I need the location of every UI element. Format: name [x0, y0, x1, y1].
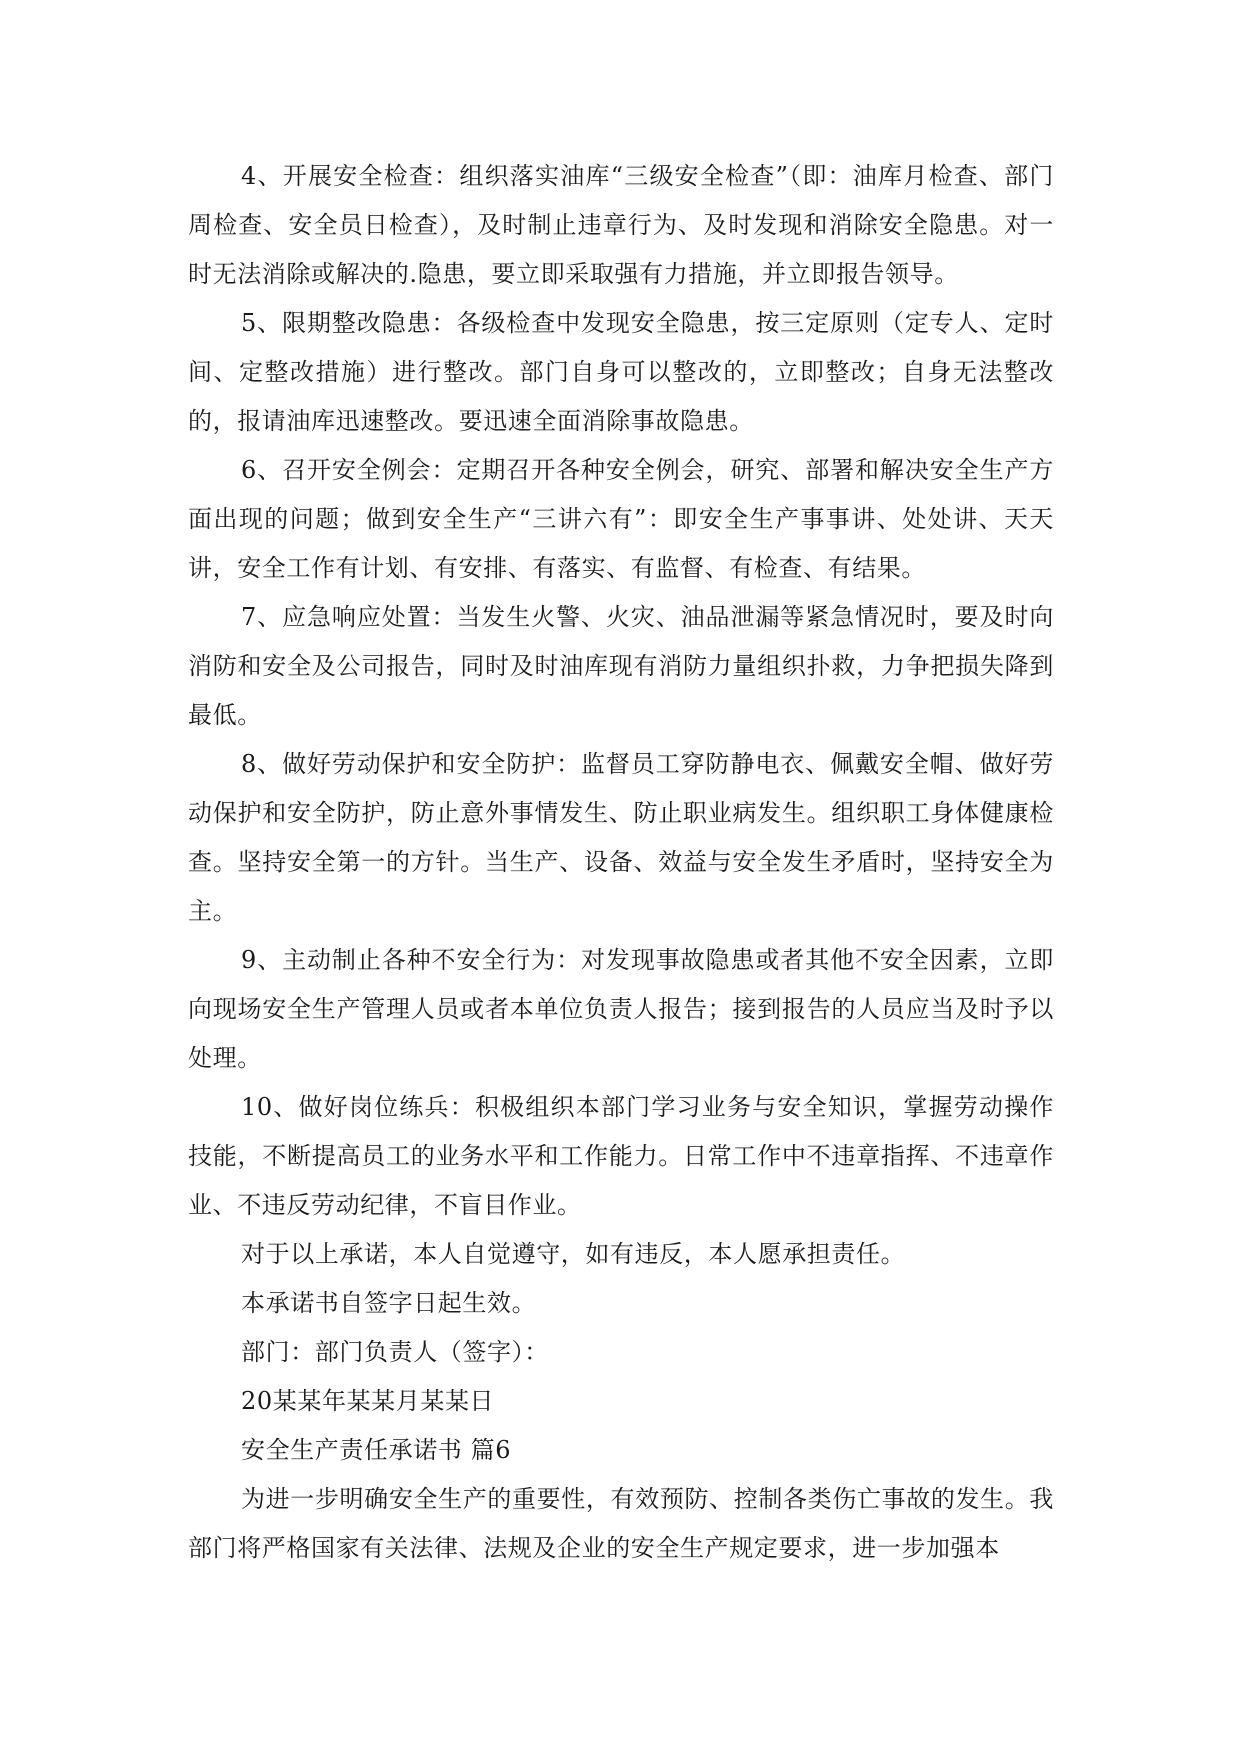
paragraph-item-6-safety-meeting: 6、召开安全例会：定期召开各种安全例会，研究、部署和解决安全生产方面出现的问题；做到安全生产“三讲六有”：即安全生产事事讲、处处讲、天天讲，安全工作有计划、有安排、有落实、有监督、有检查、有结果。 [188, 456, 1054, 582]
signature-line: 部门：部门负责人（签字）： [241, 1338, 549, 1366]
intro-paragraph: 为进一步明确安全生产的重要性，有效预防、控制各类伤亡事故的发生。我部门将严格国家有关法律、法规及企业的安全生产规定要求，进一步加强本 [188, 1485, 1054, 1562]
paragraph-item-10-job-training: 10、做好岗位练兵：积极组织本部门学习业务与安全知识，掌握劳动操作技能，不断提高员工的业务水平和工作能力。日常工作中不违章指挥、不违章作业、不违反劳动纪律，不盲目作业。 [188, 1093, 1054, 1219]
paragraph-item-7-emergency-response: 7、应急响应处置：当发生火警、火灾、油品泄漏等紧急情况时，要及时向消防和安全及公司报告，同时及时油库现有消防力量组织扑救，力争把损失降到最低。 [188, 603, 1054, 729]
paragraph-item-5-rectification: 5、限期整改隐患：各级检查中发现安全隐患，按三定原则（定专人、定时间、定整改措施）进行整改。部门自身可以整改的，立即整改；自身无法整改的，报请油库迅速整改。要迅速全面消除事故隐患。 [188, 309, 1054, 435]
paragraph-item-4-inspection: 4、开展安全检查：组织落实油库“三级安全检查”（即：油库月检查、部门周检查、安全员日检查），及时制止违章行为、及时发现和消除安全隐患。对一时无法消除或解决的.隐患，要立即采取强有力措施，并立即报告领导。 [188, 162, 1054, 288]
paragraph-item-9-stop-unsafe-behavior: 9、主动制止各种不安全行为：对发现事故隐患或者其他不安全因素，立即向现场安全生产管理人员或者本单位负责人报告；接到报告的人员应当及时予以处理。 [188, 946, 1054, 1072]
date-line: 20某某年某某月某某日 [241, 1387, 495, 1415]
document-page [188, 152, 1054, 1573]
commitment-statement: 对于以上承诺，本人自觉遵守，如有违反，本人愿承担责任。 [241, 1240, 906, 1268]
paragraph-item-8-labor-protection: 8、做好劳动保护和安全防护：监督员工穿防静电衣、佩戴安全帽、做好劳动保护和安全防护，防止意外事情发生、防止职业病发生。组织职工身体健康检查。坚持安全第一的方针。当生产、设备、效益与安全发生矛盾时，坚持安全为主。 [188, 750, 1054, 925]
section-heading-part-6: 安全生产责任承诺书 篇6 [241, 1436, 512, 1464]
effective-date-statement: 本承诺书自签字日起生效。 [241, 1289, 537, 1317]
